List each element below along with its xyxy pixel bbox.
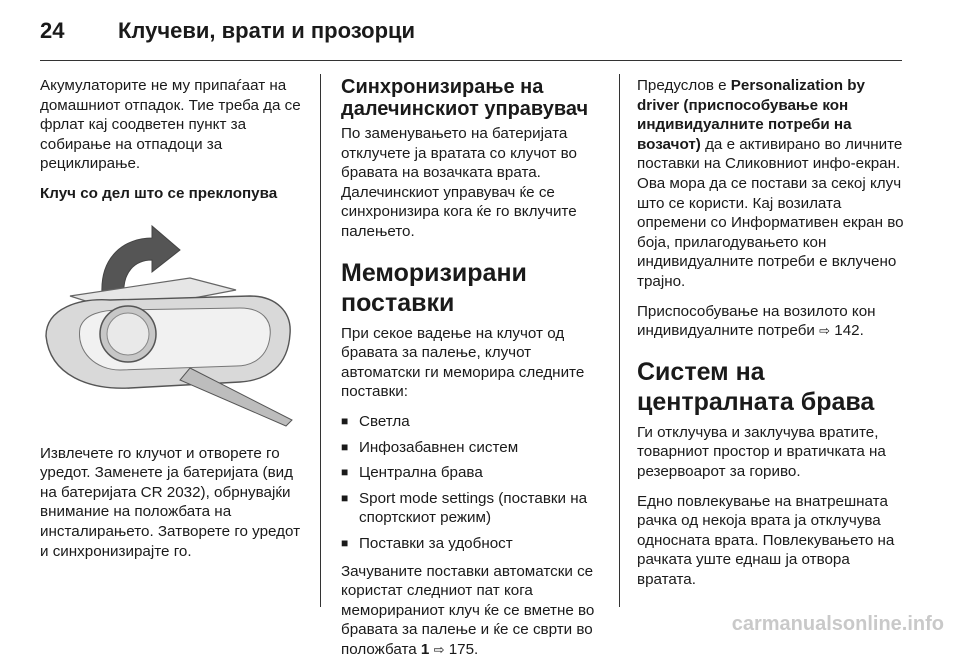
header-divider	[40, 60, 902, 61]
central-locking-text: Ги отклучува и заклучува вратите, товарниот простор и вратичката на резервоарот за гориво.	[637, 423, 886, 480]
column-divider	[320, 74, 321, 607]
saved-settings-body: Зачуваните поставки автоматски се користат следниот пат кога меморираниот клуч ќе се вметне во бравата за палење и ќе се сврти во положбата	[341, 562, 595, 658]
list-item: ■ Поставки за удобност	[341, 534, 607, 554]
vehicle-adaptation-body: Приспособување на возилото кон индивидуалните потреби	[637, 302, 876, 340]
ignition-position: 1	[420, 640, 430, 658]
page-title: Клучеви, врати и прозорци	[118, 18, 416, 43]
page-number: 24	[40, 18, 65, 43]
list-item: ■ Инфозабавнен систем	[341, 438, 607, 458]
key-battery-illustration	[40, 216, 302, 428]
battery-disposal-text: Акумулаторите не му припаѓаат на домашниот отпадок. Тие треба да се фрлат кај соодветен пункт за собирање на отпадоци за рециклирање.	[40, 77, 301, 173]
personalization-text	[637, 76, 907, 292]
watermark: carmanualsonline.info	[731, 613, 944, 635]
memorized-settings-text: При секое вадење на клучот од бравата за палење, клучот автоматски ги меморира следните поставки:	[341, 324, 585, 401]
list-item: ■ Sport mode settings (поставки на спортскиот режим)	[341, 489, 607, 528]
column-divider	[619, 74, 620, 607]
remote-sync-text: По заменувањето на батеријата отклучете ја вратата со клучот во бравата на возачката врата. Далечинскиот управувач ќе се синхронизира кога ќе го вклучите палењето.	[341, 125, 577, 240]
saved-settings-text	[341, 562, 607, 660]
page-reference-icon: ⇨	[819, 323, 831, 339]
column-left	[40, 76, 308, 571]
list-item: ■ Светла	[341, 412, 607, 432]
vehicle-adaptation-text	[637, 302, 907, 341]
personalization-body: да е активирано во личните поставки на Сликовниот инфо-екран. Ова мора да се постави за секој клуч што се користи. Кај возилата опремени со Информативен екран во боја, прилагодувањето кон индивидуалните потреби е вклучено трајно.	[637, 135, 904, 290]
central-locking-heading: Систем на централната брава	[637, 357, 875, 416]
memorized-settings-heading: Меморизирани поставки	[341, 258, 527, 317]
door-handle-text: Едно повлекување на внатрешната рачка од некоја врата ја отклучува односната врата. Повлекувањето на рачката уште еднаш ја отвора вратата.	[637, 492, 895, 588]
remote-sync-heading: Синхронизирање на далечинскиот управувач	[341, 76, 589, 120]
list-item: ■ Централна брава	[341, 463, 607, 483]
page-reference[interactable]: 175.	[448, 640, 479, 658]
folding-key-heading: Клуч со дел што се преклопува	[40, 184, 278, 202]
battery-replace-instructions: Извлечете го клучот и отворете го уредот. Заменете ја батеријата (вид на батеријата CR 2032), обрнувајќи внимание на положбата на инсталирањето. Затворете го уредот и синхронизирајте го.	[40, 444, 301, 560]
column-middle	[341, 76, 607, 669]
memorized-settings-list	[341, 412, 607, 554]
page-reference[interactable]: 142.	[834, 322, 864, 340]
page-reference-icon: ⇨	[433, 641, 445, 657]
personalization-setting-name: Personalization by driver (приспособување кон индивидуалните потреби на возачот)	[637, 77, 865, 153]
personalization-prefix: Предуслов е	[637, 77, 731, 94]
column-right	[637, 76, 907, 599]
